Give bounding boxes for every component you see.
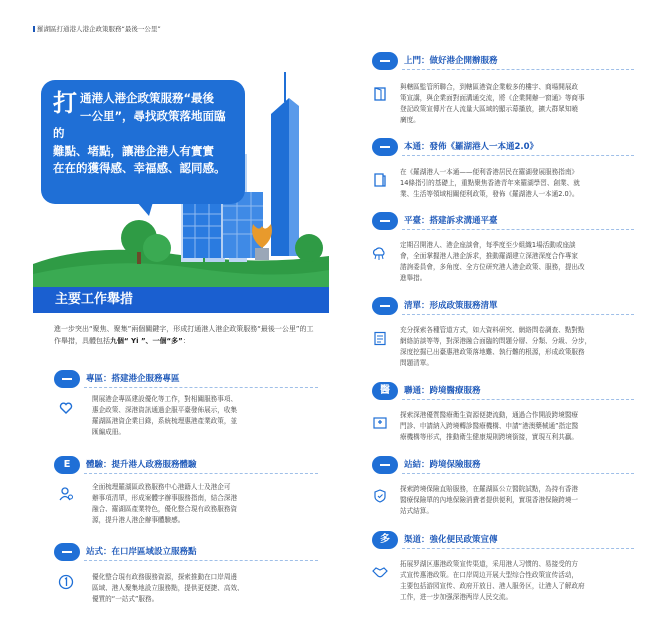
body-line: 全面梳理羅湖區政務服務中心港籍人士及港企可 [92, 483, 231, 491]
section-header-zhanshi [54, 543, 318, 561]
intro-text-a: 進一步突出“聚焦、聚集”兩個關鍵字，形成打通港人港企政策 [54, 325, 244, 333]
body-line: 業、生活等領域相關便利政策，發佈《羅湖港人一本通2.0》。 [400, 190, 579, 198]
section-title: 清單：形成政策服務清單 [404, 301, 498, 311]
section-header-qingdan [372, 297, 634, 315]
body-line: 源，提升港人港企辦事體驗感。 [92, 516, 185, 524]
body-line: 辦事項清單，形成案體字辦事服務指南，結合深港 [92, 494, 238, 502]
section-divider [84, 387, 318, 388]
body-line: 站式結算。 [400, 507, 433, 515]
section-divider [402, 155, 634, 156]
section-header-pingtai [372, 212, 634, 230]
section-body-qudao [400, 559, 632, 603]
section-body-zhanshi [92, 572, 322, 605]
section-body-pingtai [400, 240, 632, 284]
hero-line-3: 難點、堵點，讓港企港人有實實 [53, 143, 214, 158]
body-line: 定期召開港人、港企座談會，每季度至少組織1場活動或座談 [400, 241, 576, 249]
book-icon [372, 172, 388, 188]
body-line: 拓展罗湖区惠港政策宣传渠道，采用港人习惯的、易接受的方 [400, 560, 579, 568]
body-line: 與轄區監管所聯合，到轄區港資企業較多的樓宇、商場開展政 [400, 83, 579, 91]
body-line: 進舉措。 [400, 274, 427, 282]
hero-line-1: 通港人港企政策服務“最後 [80, 91, 215, 105]
body-line: 優化整合現有政務服務資源，探索推動在口岸周邊 [92, 573, 238, 581]
tower-main [271, 98, 289, 256]
section-title: 平臺：搭建訴求溝通平臺 [404, 216, 498, 226]
section-band-title: 主要工作舉措 [33, 287, 329, 313]
section-pill [54, 370, 80, 388]
hero-speech-bubble [41, 80, 245, 204]
section-title: 站結：跨境保險服務 [404, 460, 481, 470]
body-line: 問題清單。 [400, 359, 433, 367]
body-line: 在《羅湖港人一本通——便利香港居民在羅湖發展服務指南》 [400, 168, 579, 176]
section-divider [402, 314, 634, 315]
section-header-qudao [372, 531, 634, 549]
body-line: 諮詢委員會，多角度、全方位研究港人港企政策、服務，提出改 [400, 263, 585, 271]
section-pill [372, 212, 398, 230]
body-line: 融合、羅湖區產業特色，優化整合現有政務服務資 [92, 505, 238, 513]
section-pill [54, 543, 80, 561]
section-title: 體驗：提升港人政務服務體驗 [86, 460, 197, 470]
body-line: 門診、申請納入跨境轉診醫療機構、申請“港澳藥械通”指定醫 [400, 422, 579, 430]
section-body-zhuanqu [92, 394, 322, 438]
body-line: 登記政策宣傳片在人流量大區域的顯示幕播放，擴大群眾知曉 [400, 105, 579, 113]
body-line: 惠企政策、深港資訊通過企服平臺發佈展示，收集 [92, 406, 238, 414]
section-body-bentong [400, 167, 632, 200]
tower-main-side [289, 98, 299, 256]
section-divider [402, 399, 634, 400]
person-gear-icon [58, 486, 74, 502]
body-line: 14條指引的基礎上，重點聚焦香港青年來羅湖學習、創業、就 [400, 179, 580, 187]
hero-big-char: 打 [53, 89, 77, 117]
section-header-zhuanqu [54, 370, 318, 388]
section-divider [402, 473, 634, 474]
body-line: 匯編成冊。 [92, 428, 125, 436]
body-line: 工作，进一步加强深港两岸人民交流。 [400, 593, 513, 601]
intro-paragraph [54, 323, 316, 347]
section-body-zhanjie [400, 484, 632, 517]
section-pill: 多 [372, 531, 398, 549]
building-grid-1 [183, 202, 221, 258]
heart-hand-icon [58, 400, 74, 416]
body-line: 網絡訪談等等，對深港融合面臨的問題分層、分類、分級、分步， [400, 337, 592, 345]
section-divider [402, 69, 634, 70]
section-divider [84, 560, 318, 561]
body-line: 區域、港人聚集地設立服務點，提供更便捷、高效、 [92, 584, 244, 592]
section-title: 聯通：跨境醫療服務 [404, 386, 481, 396]
hero-illustration [33, 42, 329, 290]
body-line: 療機構等形式，推動衛生健康規則跨境銜接，實現互利共贏。 [400, 433, 579, 441]
shield-doc-icon [372, 488, 388, 504]
section-divider [84, 473, 318, 474]
body-line: 優質的“一站式”服務。 [92, 595, 159, 603]
intro-emphasis: 九個“ Yi ”、一個“多” [110, 337, 183, 345]
hospital-icon [372, 414, 388, 430]
body-line: 羅湖區港資企業目錄，系統梳理惠港產業政策，並 [92, 417, 238, 425]
section-pill [372, 52, 398, 70]
hero-line-2: 一公里”，尋找政策落地面臨的 [53, 108, 226, 140]
number-one-icon [58, 574, 74, 590]
body-line: 醫療保險單的內地保險消費者提供便利，實現香港保險跨境一 [400, 496, 579, 504]
section-pill: E [54, 456, 80, 474]
section-title: 專區：搭建港企服務專區 [86, 374, 180, 384]
body-line: 探索深港優質醫療衛生資源便捷流動，通過合作開設跨境醫療 [400, 411, 579, 419]
section-body-tiyan [92, 482, 322, 526]
section-body-liantong [400, 410, 632, 443]
cloud-network-icon [371, 246, 387, 262]
section-header-shangmen [372, 52, 634, 70]
section-pill: 醫 [372, 382, 398, 400]
body-line: 探索跨境保險直賠服務，在羅湖區公立醫院試點，為持有香港 [400, 485, 579, 493]
clipboard-list-icon [372, 330, 388, 346]
intro-text-b: 服務“最後一公里”的工作舉措，具體包括 [54, 325, 314, 345]
body-line: 充分探索各種管道方式，如大資料研究、網絡問卷調查、點對點 [400, 326, 585, 334]
section-header-liantong [372, 382, 634, 400]
handshake-icon [372, 564, 388, 580]
body-line: 深度挖掘已出臺惠港政策落地難、執行難的根源，形成政策服務 [400, 348, 585, 356]
section-body-qingdan [400, 325, 632, 369]
breadcrumb-text: 羅湖區打通港人港企政策服務“最後一公里” [37, 25, 161, 33]
section-pill [372, 297, 398, 315]
section-title: 站式：在口岸區域設立服務點 [86, 547, 197, 557]
intro-text-c: ： [182, 337, 190, 345]
body-line: 會，全面掌握港人港企訴求，推動羅湖建立深港深度合作專家 [400, 252, 579, 260]
body-line: 廣度。 [400, 116, 420, 124]
tree-3 [295, 234, 323, 262]
body-line: 式宣传惠港政策。在口岸周边开展大型综合性政策宣传活动， [400, 571, 579, 579]
tree-trunk [137, 252, 141, 264]
body-line: 策宣講，與企業面對面溝通交流，將《企業開辦一窗通》等商事 [400, 94, 585, 102]
section-pill [372, 456, 398, 474]
section-divider [402, 229, 634, 230]
section-header-zhanjie [372, 456, 634, 474]
body-line: 主要包括游园宣传、政府开放日、港人服务区，让港人了解政府 [400, 582, 585, 590]
section-title: 上門：做好港企開辦服務 [404, 56, 498, 66]
hero-line-4: 在在的獲得感、幸福感、認同感。 [53, 161, 226, 175]
section-divider [402, 548, 634, 549]
breadcrumb-marker [33, 26, 35, 32]
tree-2 [143, 234, 171, 262]
section-title: 渠道：強化便民政策宣傳 [404, 535, 498, 545]
statue-base [255, 248, 269, 260]
section-header-tiyan [54, 456, 318, 474]
body-line: 開展港企專區建設優化等工作，對相關服務事項、 [92, 395, 238, 403]
section-body-shangmen [400, 82, 632, 126]
door-icon [372, 86, 388, 102]
section-title: 本通：發佈《羅湖港人一本通2.0》 [404, 142, 539, 152]
section-pill [372, 138, 398, 156]
breadcrumb [33, 24, 161, 33]
section-header-bentong [372, 138, 634, 156]
